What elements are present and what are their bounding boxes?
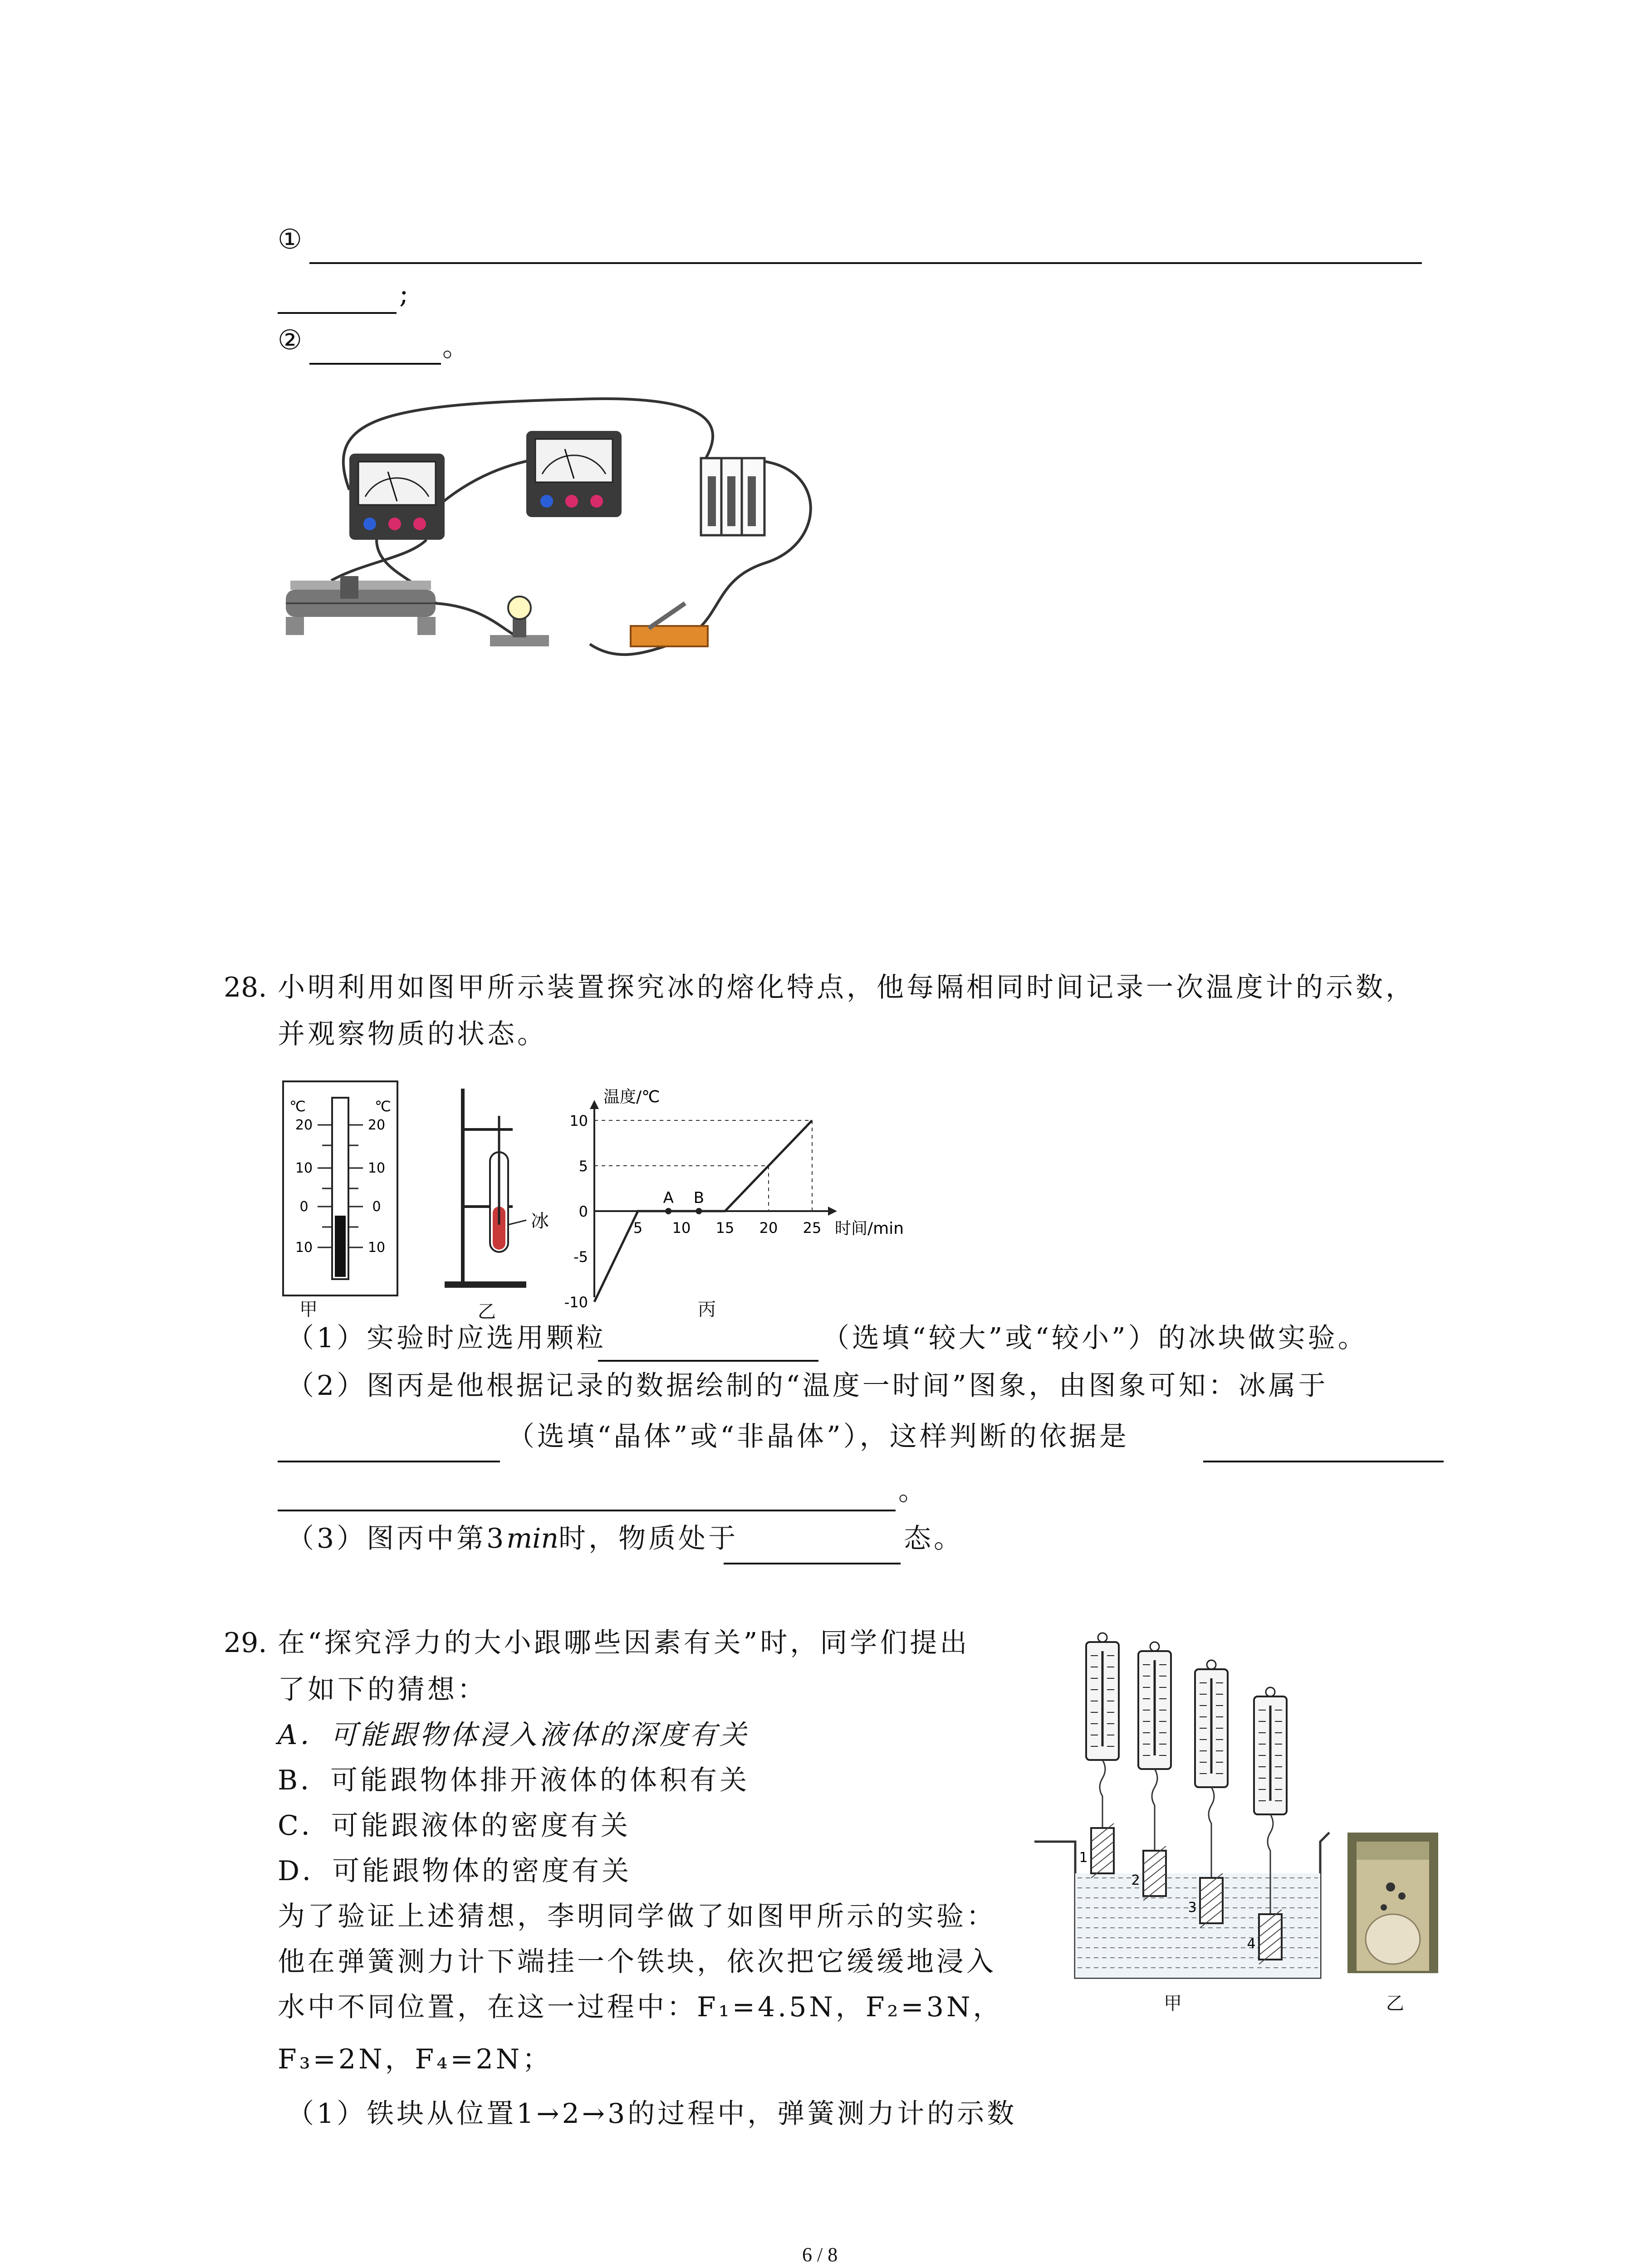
y-axis-arrow	[590, 1100, 599, 1109]
scale-ring	[1150, 1642, 1159, 1651]
y-tick-label: -5	[573, 1248, 588, 1266]
fig-jia-caption: 甲	[299, 1299, 318, 1320]
point-a	[665, 1208, 671, 1214]
x-tick-label: 15	[715, 1219, 735, 1237]
scale-ring	[1098, 1633, 1107, 1642]
q29-option-d: D．可能跟物体的密度有关	[278, 1855, 632, 1887]
q28-sub2-blank-3[interactable]	[278, 1510, 896, 1511]
chart-xlabel: 时间/min	[835, 1219, 904, 1238]
point-label-a: A	[663, 1189, 674, 1207]
q28-sub3-b: 时，物质处于	[558, 1523, 739, 1554]
rheostat	[286, 576, 436, 635]
y-tick-label: 10	[569, 1112, 588, 1129]
q29-fig-yi-caption: 乙	[1386, 1993, 1404, 2014]
q28-sub3-c: 态。	[904, 1523, 964, 1554]
q28-sub3-blank[interactable]	[724, 1563, 901, 1564]
x-tick-label: 20	[759, 1219, 778, 1237]
q28-sub3-a: （3）图丙中第3	[287, 1523, 507, 1554]
point-label-b: B	[693, 1189, 705, 1207]
bulb	[490, 596, 549, 646]
battery-pack	[701, 458, 764, 535]
q28-sub3-unit: min	[506, 1523, 559, 1554]
apparatus-figure	[445, 1089, 563, 1293]
chart-ylabel: 温度/℃	[603, 1088, 660, 1106]
x-tick-label: 5	[633, 1219, 643, 1237]
scale-ring	[1207, 1660, 1216, 1669]
item1-marker: ①	[278, 224, 305, 255]
q28-sub3	[287, 1525, 738, 1552]
q29-fig-jia-caption: 甲	[1164, 1993, 1182, 2014]
thermometer-tick-n10-right: 10	[367, 1240, 386, 1256]
thermometer-tick-n10-left: 10	[295, 1240, 313, 1256]
q29-number: 29.	[224, 1627, 267, 1659]
thermometer-tick-20-left: 20	[295, 1117, 313, 1133]
x-axis-arrow	[828, 1207, 837, 1216]
voltmeter	[526, 431, 622, 517]
temperature-time-chart	[558, 1084, 935, 1311]
thermometer-figure	[281, 1080, 399, 1297]
y-tick-label: 5	[578, 1158, 588, 1175]
point-b	[696, 1208, 702, 1214]
fig-bing-caption: 丙	[698, 1299, 716, 1320]
item2-blank[interactable]	[309, 363, 441, 365]
thermometer-unit-right: ℃	[375, 1098, 391, 1115]
q28-sub2-a: （2）图丙是他根据记录的数据绘制的“温度一时间”图象，由图象可知：冰属于	[287, 1370, 1328, 1402]
item1-blank-1[interactable]	[309, 262, 1422, 264]
q28-sub2-b: （选填“晶体”或“非晶体”），这样判断的依据是	[507, 1421, 1129, 1452]
q29-line3: 为了验证上述猜想，李明同学做了如图甲所示的实验：	[278, 1901, 996, 1932]
item1-blank-2[interactable]	[278, 312, 397, 314]
ice-label: 冰	[531, 1211, 549, 1232]
egg-photo	[1347, 1833, 1438, 1973]
fig-yi-caption: 乙	[478, 1301, 496, 1322]
page-number: 6 / 8	[802, 2244, 838, 2266]
switch	[631, 603, 708, 646]
scale-hook	[1152, 1769, 1157, 1851]
position-label-3: 3	[1188, 1900, 1197, 1916]
q28-sub2-blank-2[interactable]	[1203, 1461, 1444, 1462]
y-tick-label: 0	[578, 1203, 588, 1220]
q29-line6: F₃=2N，F₄=2N；	[278, 2043, 553, 2075]
q28-number: 28.	[224, 972, 267, 1003]
q28-line1: 小明利用如图甲所示装置探究冰的熔化特点，他每隔相同时间记录一次温度计的示数，	[278, 972, 1416, 1003]
item1-end: ;	[399, 278, 411, 310]
position-label-4: 4	[1247, 1936, 1256, 1952]
q28-sub2-blank-1[interactable]	[278, 1461, 500, 1462]
item2-marker: ②	[278, 324, 305, 356]
thermometer-tick-0-left: 0	[299, 1199, 309, 1215]
position-label-1: 1	[1079, 1850, 1088, 1866]
circuit-figure	[272, 390, 835, 662]
q29-line4: 他在弹簧测力计下端挂一个铁块，依次把它缓缓地浸入	[278, 1946, 996, 1978]
thermometer-tick-10-left: 10	[295, 1160, 313, 1176]
q29-line2: 了如下的猜想：	[278, 1674, 487, 1706]
thermometer-tick-20-right: 20	[367, 1117, 386, 1133]
ammeter	[349, 454, 445, 540]
q28-line2: 并观察物质的状态。	[278, 1018, 547, 1050]
q29-line7: （1）铁块从位置1→2→3的过程中，弹簧测力计的示数	[287, 2098, 1017, 2130]
y-tick-label: -10	[564, 1294, 588, 1311]
scale-ring	[1266, 1687, 1275, 1696]
q28-sub1-b: （选填“较大”或“较小”）的冰块做实验。	[822, 1322, 1368, 1354]
thermometer-tick-0-right: 0	[372, 1199, 381, 1215]
x-tick-label: 10	[672, 1219, 691, 1237]
thermometer-tick-10-right: 10	[367, 1160, 386, 1176]
thermometer-unit-left: ℃	[289, 1098, 306, 1115]
q29-option-b: B．可能跟物体排开液体的体积有关	[278, 1765, 750, 1796]
q29-line5: 水中不同位置，在这一过程中：F₁=4.5N，F₂=3N，	[278, 1991, 1003, 2023]
q29-option-a: A．可能跟物体浸入液体的深度有关	[278, 1719, 749, 1751]
item2-end: 。	[442, 331, 472, 363]
x-tick-label: 25	[803, 1219, 822, 1237]
q29-option-c: C．可能跟液体的密度有关	[278, 1810, 631, 1842]
position-label-2: 2	[1131, 1872, 1140, 1888]
scale-hook	[1100, 1760, 1105, 1828]
q28-sub1-a: （1）实验时应选用颗粒	[287, 1322, 607, 1354]
q28-sub2-end: 。	[898, 1475, 928, 1507]
q28-sub1-blank[interactable]	[598, 1360, 818, 1362]
scale-hook	[1209, 1787, 1214, 1878]
spring-scale-figure	[1030, 1633, 1338, 2009]
q29-line1: 在“探究浮力的大小跟哪些因素有关”时，同学们提出	[278, 1627, 970, 1659]
